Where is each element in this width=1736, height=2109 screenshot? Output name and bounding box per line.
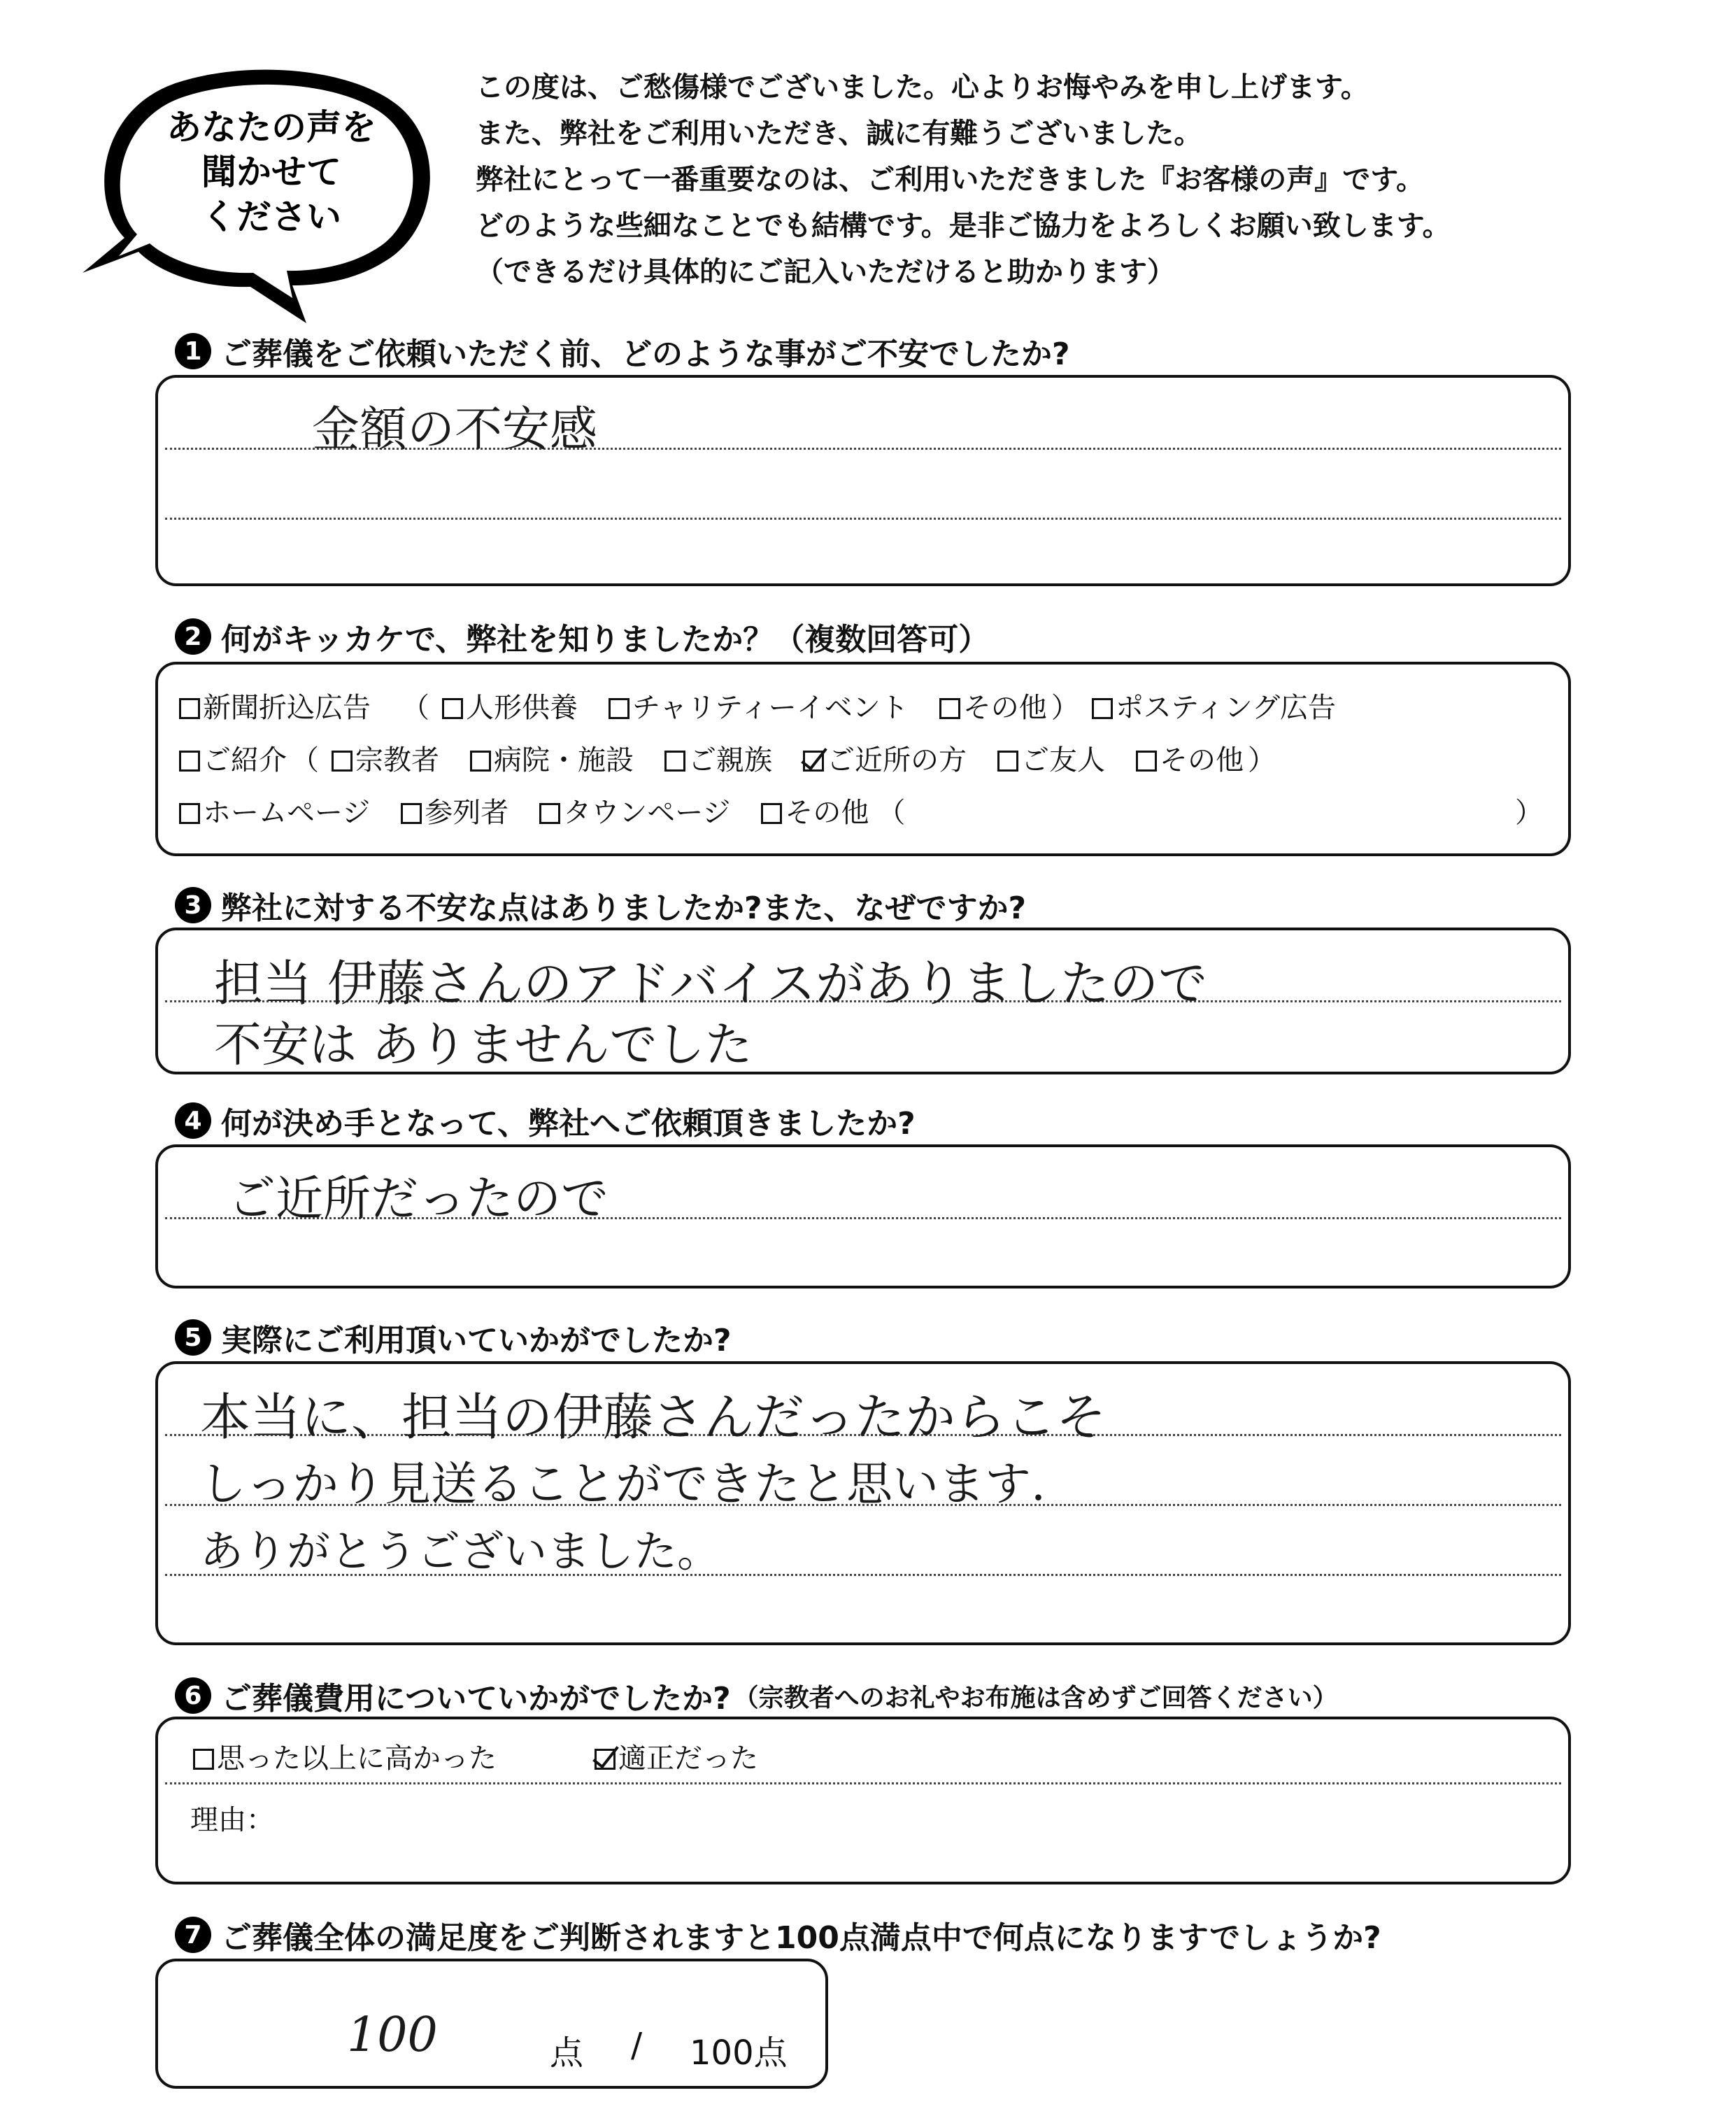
question-2-heading (175, 614, 989, 659)
paren-open: （ (291, 744, 319, 776)
checkbox[interactable] (939, 698, 960, 719)
option-friends[interactable]: ご友人 (997, 738, 1105, 778)
checkbox[interactable] (664, 751, 685, 772)
handwritten-answer: 本当に、担当の伊藤さんだったからこそ (200, 1388, 1107, 1447)
checkbox[interactable] (609, 698, 629, 719)
score-box[interactable] (155, 1959, 828, 2089)
option-other-1[interactable]: その他 (939, 686, 1047, 725)
option-row (179, 686, 1367, 725)
question-text: ご葬儀費用についていかがでしたか? (221, 1681, 731, 1717)
option-hospital[interactable]: 病院・施設 (470, 738, 634, 778)
checkbox-checked[interactable] (803, 751, 824, 772)
question-number: 2 (175, 618, 211, 655)
reason-label: 理由： (190, 1804, 274, 1836)
handwritten-answer: 不安は ありませんでした (214, 1018, 753, 1073)
option-neighbors[interactable]: ご近所の方 (803, 738, 967, 778)
intro-line: （できるだけ具体的にご記入いただけると助かります） (476, 256, 1175, 288)
option-other-3[interactable]: その他 (761, 790, 869, 830)
score-unit: 点 (550, 2033, 584, 2073)
paren-open: （ (401, 692, 429, 724)
checkbox[interactable] (997, 751, 1018, 772)
handwritten-answer: 金額の不安感 (312, 402, 598, 457)
question-1-heading (175, 329, 1070, 374)
speech-bubble (83, 63, 446, 329)
checkbox[interactable] (1092, 698, 1113, 719)
checkbox[interactable] (470, 751, 491, 772)
answer-box-3[interactable] (155, 928, 1571, 1074)
question-4-heading (175, 1098, 916, 1143)
option-religious[interactable]: 宗教者 (332, 738, 439, 778)
option-other-2[interactable]: その他 (1136, 738, 1244, 778)
option-posting-ad[interactable]: ポスティング広告 (1092, 686, 1336, 725)
checkbox-checked[interactable] (595, 1749, 616, 1770)
score-max: 100点 (690, 2033, 788, 2073)
checkbox[interactable] (442, 698, 463, 719)
paren-close: ） (1515, 797, 1543, 829)
checkbox[interactable] (179, 803, 200, 824)
question-number: 4 (175, 1102, 211, 1139)
question-text: ご葬儀全体の満足度をご判断されますと100点満点中で何点になりますでしょうか? (221, 1920, 1381, 1956)
paren-open: （ (877, 797, 906, 829)
intro-line: この度は、ご愁傷様でございました。心よりお悔やみを申し上げます。 (476, 71, 1369, 104)
option-more-expensive[interactable]: 思った以上に高かった (193, 1736, 497, 1776)
checkbox[interactable] (179, 698, 200, 719)
checkbox[interactable] (1136, 751, 1157, 772)
bubble-line: あなたの声を (166, 107, 376, 148)
bubble-line: 聞かせて (201, 152, 341, 192)
option-townpage[interactable]: タウンページ (539, 790, 730, 830)
question-number: 7 (175, 1917, 211, 1953)
paren-close: ） (1248, 744, 1276, 776)
option-homepage[interactable]: ホームページ (179, 790, 370, 830)
intro-line: どのような些細なことでも結構です。是非ご協力をよろしくお願い致します。 (476, 210, 1451, 242)
checkbox[interactable] (179, 751, 200, 772)
answer-box-2[interactable] (155, 662, 1571, 856)
option-attendee[interactable]: 参列者 (401, 790, 508, 830)
handwritten-answer: 担当 伊藤さんのアドバイスがありましたので (214, 955, 1208, 1012)
handwritten-score: 100 (347, 2008, 438, 2063)
paren-close: ） (1051, 692, 1079, 724)
handwritten-answer: しっかり見送ることができたと思います. (200, 1457, 1046, 1511)
question-text: 実際にご利用頂いていかがでしたか? (221, 1323, 732, 1358)
dotted-line (165, 518, 1561, 520)
bubble-line: ください (201, 197, 341, 237)
question-text: 何が決め手となって、弊社へご依頼頂きましたか? (221, 1106, 916, 1142)
answer-box-1[interactable] (155, 375, 1571, 586)
checkbox[interactable] (401, 803, 422, 824)
bubble-text (138, 105, 404, 239)
option-referral[interactable]: ご紹介 (179, 738, 287, 778)
question-text: ご葬儀をご依頼いただく前、どのような事がご不安でしたか? (221, 336, 1070, 372)
checkbox[interactable] (761, 803, 782, 824)
checkbox[interactable] (193, 1749, 214, 1770)
question-number: 1 (175, 333, 211, 369)
answer-box-6[interactable] (155, 1717, 1571, 1884)
option-newspaper[interactable]: 新聞折込広告 (179, 686, 371, 725)
option-doll-memorial[interactable]: 人形供養 (442, 686, 578, 725)
handwritten-answer: ありがとうございました。 (200, 1526, 721, 1577)
question-number: 6 (175, 1677, 211, 1714)
question-number: 3 (175, 887, 211, 923)
answer-box-5[interactable] (155, 1361, 1571, 1645)
answer-box-4[interactable] (155, 1144, 1571, 1288)
option-row (179, 738, 1288, 778)
intro-line: また、弊社をご利用いただき、誠に有難うございました。 (476, 118, 1202, 150)
intro-line: 弊社にとって一番重要なのは、ご利用いただきました『お客様の声』です。 (476, 164, 1424, 196)
intro-paragraph (476, 64, 1707, 295)
question-text: 弊社に対する不安な点はありましたか?また、なぜですか? (221, 890, 1027, 926)
question-number: 5 (175, 1319, 211, 1356)
option-row (179, 790, 1550, 830)
question-7-heading (175, 1912, 1381, 1957)
question-subtext: （宗教者へのお礼やお布施は含めずご回答ください） (733, 1683, 1338, 1712)
question-6-heading (175, 1673, 1338, 1718)
dotted-line (165, 1782, 1561, 1784)
option-charity-event[interactable]: チャリティーイベント (609, 686, 909, 725)
cost-options (193, 1736, 789, 1776)
checkbox[interactable] (539, 803, 560, 824)
handwritten-answer: ご近所だったので (228, 1172, 609, 1227)
question-3-heading (175, 883, 1026, 928)
option-appropriate[interactable]: 適正だった (595, 1736, 758, 1776)
option-relatives[interactable]: ご親族 (664, 738, 772, 778)
question-5-heading (175, 1315, 732, 1360)
question-text: 何がキッカケで、弊社を知りましたか？（複数回答可） (221, 622, 990, 658)
score-slash: / (631, 2026, 643, 2065)
checkbox[interactable] (332, 751, 353, 772)
